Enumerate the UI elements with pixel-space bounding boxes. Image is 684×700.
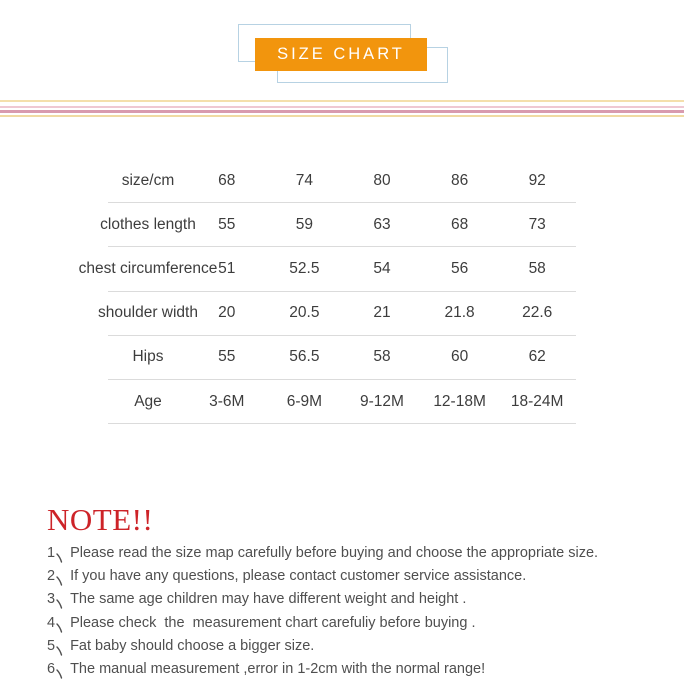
cell-value: 51 (218, 259, 236, 277)
cell-value: 3-6M (209, 392, 245, 410)
cell-value: 86 (450, 171, 469, 189)
cell-value: 80 (373, 171, 391, 189)
note-number: 4 (47, 614, 56, 631)
note-item (47, 541, 647, 564)
cell-value: 9-12M (360, 392, 404, 410)
note-item (47, 657, 647, 680)
cjk-comma-icon (56, 551, 63, 561)
row-label: Hips (132, 348, 164, 366)
cell-value: 59 (295, 215, 314, 233)
cjk-comma-icon (56, 597, 63, 607)
cell-value: 56.5 (289, 348, 320, 366)
cell-value: 68 (218, 171, 236, 189)
row-label: chest circumference (78, 259, 218, 277)
cjk-comma-icon (56, 621, 63, 631)
cell-value: 56 (450, 259, 469, 277)
cjk-comma-icon (56, 644, 63, 654)
divider-stripe-pink-dark (0, 110, 684, 113)
note-item (47, 611, 647, 634)
table-row-shoulder-width (98, 292, 576, 336)
notes-list (47, 541, 647, 681)
note-text: Please read the size map carefully before buying and choose the appropriate size. (70, 544, 599, 561)
table-row-hips (108, 336, 576, 380)
divider-stripe-pink-light (0, 106, 684, 109)
cell-value: 20.5 (289, 304, 320, 322)
note-text: Fat baby should choose a bigger size. (70, 637, 315, 654)
cell-value: 63 (373, 215, 391, 233)
note-text: The same age children may have different weight and height . (70, 591, 467, 608)
cell-value: 55 (218, 348, 236, 366)
cell-value: 62 (528, 348, 546, 366)
table-row-size (108, 159, 576, 203)
note-item (47, 564, 647, 587)
note-item (47, 634, 647, 657)
note-text: If you have any questions, please contact customer service assistance. (70, 567, 527, 584)
cell-value: 21.8 (444, 304, 475, 322)
cell-value: 6-9M (286, 392, 323, 410)
note-number: 6 (47, 661, 56, 678)
cell-value: 92 (528, 171, 546, 189)
cell-value: 12-18M (433, 392, 486, 410)
note-text: Please check the measurement chart carefuliy before buying . (70, 614, 476, 631)
cell-value: 55 (218, 215, 236, 233)
row-label: Age (134, 392, 162, 410)
cell-value: 21 (373, 304, 391, 322)
cell-value: 73 (528, 215, 546, 233)
cell-value: 20 (218, 304, 236, 322)
cell-value: 54 (373, 259, 391, 277)
cell-value: 68 (450, 215, 469, 233)
note-number: 2 (47, 567, 56, 584)
cjk-comma-icon (56, 574, 63, 584)
divider-stripe-yellow-top (0, 100, 684, 102)
cell-value: 74 (295, 171, 314, 189)
cell-value: 18-24M (510, 392, 564, 410)
cell-value: 58 (373, 348, 391, 366)
cell-value: 58 (528, 259, 546, 277)
banner-title: SIZE CHART (277, 45, 405, 63)
row-label: shoulder width (98, 304, 198, 322)
size-table (78, 159, 576, 424)
row-label: clothes length (100, 215, 196, 233)
divider-stripe-yellow-bottom (0, 115, 684, 117)
row-label: size/cm (121, 171, 175, 189)
table-row-chest-circumference (78, 247, 576, 291)
note-number: 3 (47, 591, 56, 608)
size-chart-banner (255, 38, 427, 71)
note-heading: NOTE!! (47, 502, 154, 537)
cell-value: 60 (450, 348, 469, 366)
note-item (47, 588, 647, 611)
table-row-age (108, 380, 576, 424)
note-number: 5 (47, 637, 56, 654)
table-row-clothes-length (100, 203, 576, 247)
cell-value: 52.5 (289, 259, 320, 277)
cjk-comma-icon (56, 667, 63, 677)
cell-value: 22.6 (522, 304, 553, 322)
note-number: 1 (47, 544, 56, 561)
note-text: The manual measurement ,error in 1-2cm with the normal range! (70, 661, 486, 678)
